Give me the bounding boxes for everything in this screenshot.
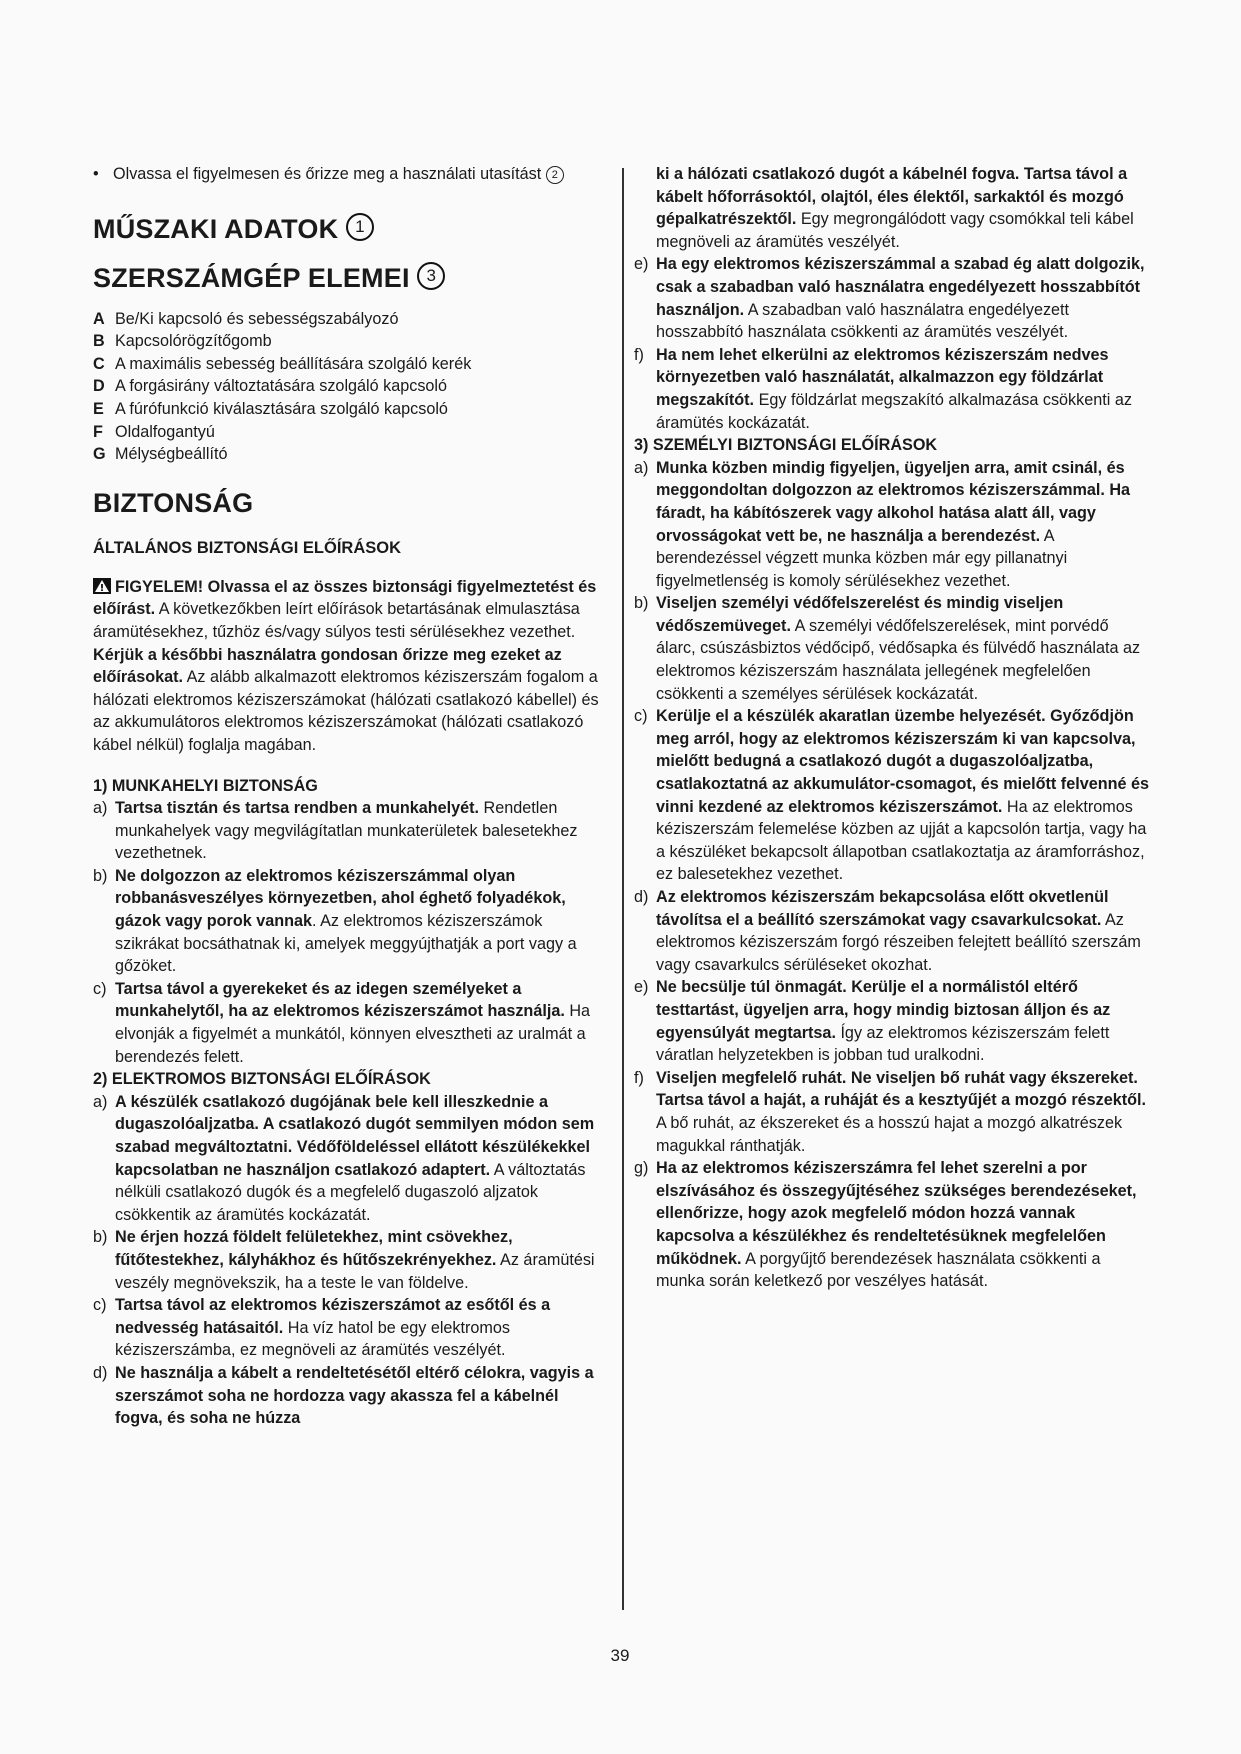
item-bold: A készülék csatlakozó dugójának bele kell illeszkednie a dugaszolóaljzatba. A csatlakozó dugót semmilyen módon sem szabad megváltoztatni. Védőföldeléssel ellátott készülékekkel kapcsolatban ne használjon csatlakozó adaptert.: [115, 1092, 595, 1179]
list-item: [634, 705, 1150, 886]
list-item: [93, 308, 603, 331]
item-text: Ha elvonják a figyelmét a munkától, könnyen elvesztheti az uralmát a berendezés felett.: [115, 1002, 591, 1066]
list-item: [93, 865, 603, 978]
list-item: [634, 253, 1150, 343]
item-text: Rendetlen munkahelyek vagy megvilágítatlan munkaterületek balesetekhez vezethetnek.: [115, 799, 578, 863]
list-item: [634, 1067, 1150, 1157]
list-item: [93, 398, 603, 421]
item-bold: Tartsa távol az elektromos kéziszerszámot az esőtől és a nedvesség hatásaitól.: [115, 1296, 551, 1337]
item-label: e): [634, 978, 649, 997]
item-bold: Munka közben mindig figyeljen, ügyeljen arra, amit csinál, és meggondoltan dolgozzon az elektromos kéziszerszámmal. Ha fáradt, ha kábítószerek vagy alkohol hatása alatt áll, vagy orvosságokat vett be, ne használja a berendezést.: [656, 458, 1131, 545]
item-text: A személyi védőfelszerelések, mint porvédő álarc, csúszásbiztos védőcipő, védősapka és fülvédő használata az elektromos kéziszerszám használata jellegének megfelelően csökkenti a személyes sérülések kockázatát.: [656, 616, 1141, 703]
part-text: Oldalfogantyú: [115, 422, 215, 441]
item-text: A berendezéssel végzett munka közben már egy pillanatnyi figyelmetlenség is komoly sérülésekhez vezethet.: [656, 526, 1068, 590]
list-item: [93, 797, 603, 865]
item-label: g): [634, 1159, 649, 1178]
list-item: [93, 421, 603, 444]
list-item: [93, 1362, 603, 1430]
warning-text-2: Az alább alkalmazott elektromos kéziszerszám fogalom a hálózati elektromos kéziszerszámokat (hálózati csatlakozó kábellel) és az akkumulátoros elektromos kéziszerszámokat (hálózati csatlakozó kábel nélkül) foglalja magában.: [93, 668, 599, 754]
part-text: Kapcsolórögzítőgomb: [115, 332, 272, 351]
item-text: Ha víz hatol be egy elektromos kéziszerszámba, ez megnöveli az áramütés veszélyét.: [115, 1318, 510, 1360]
part-letter: E: [93, 399, 104, 418]
item-bold: Az elektromos kéziszerszám bekapcsolása előtt okvetlenül távolítsa el a beállító szerszámokat vagy csavarkulcsokat.: [656, 888, 1109, 929]
list-item: [634, 886, 1150, 976]
part-text: Be/Ki kapcsoló és sebességszabályozó: [115, 309, 399, 328]
item-bold: Ha egy elektromos kéziszerszámmal a szabad ég alatt dolgozik, csak a szabadban való használatra engedélyezett hosszabbítót használjon.: [656, 255, 1145, 319]
part-letter: F: [93, 422, 103, 441]
item-label: f): [634, 1068, 644, 1087]
column-divider: [622, 168, 624, 1610]
item-bold: Tartsa tisztán és tartsa rendben a munkahelyét.: [115, 799, 480, 818]
item-bold: Ha nem lehet elkerülni az elektromos kéziszerszám nedves környezetben való használatát, alkalmazzon egy földzárlat megszakítót.: [656, 345, 1109, 409]
page-number: 39: [610, 1646, 630, 1665]
item-label: d): [634, 888, 649, 906]
warning-bold: FIGYELEM! Olvassa el az összes biztonsági figyelmeztetést és előírást.: [93, 577, 597, 619]
warning-bold-2: Kérjük a későbbi használatra gondosan őrizze meg ezeket az előírásokat.: [93, 645, 562, 687]
list-item: [634, 1157, 1150, 1293]
item-bold: Ne becsülje túl önmagát. Kerülje el a normálistól eltérő testtartást, ügyeljen arra, hogy mindig biztosan álljon és az egyensúlyát megtartsa.: [656, 978, 1111, 1042]
item-bold: Tartsa távol a gyerekeket és az idegen személyeket a munkahelytől, ha az elektromos kéziszerszámot használja.: [115, 979, 565, 1021]
part-text: Mélységbeállító: [115, 445, 228, 464]
part-letter: D: [93, 377, 105, 396]
list-item: [634, 457, 1150, 593]
left-column: [93, 163, 603, 1430]
item-text: Egy földzárlat megszakító alkalmazása csökkenti az áramütés kockázatát.: [656, 390, 1132, 432]
general-safety-heading: ÁLTALÁNOS BIZTONSÁGI ELŐÍRÁSOK: [93, 538, 401, 557]
item-label: b): [634, 594, 649, 613]
intro-bullet: [93, 163, 603, 186]
warning-triangle-icon: [93, 578, 111, 594]
list-item: [93, 375, 603, 398]
part-letter: G: [93, 445, 106, 464]
warning-paragraph: [93, 576, 603, 757]
list-item: [634, 976, 1150, 1066]
list-item: [634, 592, 1150, 705]
list-item-continued: [634, 163, 1150, 253]
item-text: . Az elektromos kéziszerszámok szikrákat bocsáthatnak ki, amelyek meggyújthatják a port vagy a gőzöket.: [115, 912, 577, 976]
item-text: A bő ruhát, az ékszereket és a hosszú hajat a mozgó alkatrészek magukkal ránthatják.: [656, 1113, 1123, 1155]
warning-text: A következőkben leírt előírások betartásának elmulasztása áramütésekhez, tűzhöz és/vagy súlyos testi sérülésekhez vezethet.: [93, 600, 580, 641]
list-item: [634, 344, 1150, 434]
item-text: Az elektromos kéziszerszám forgó részeiben felejtett beállító szerszám vagy csavarkulcs sérüléseket okozhat.: [656, 910, 1141, 974]
item-bold: Kerülje el a készülék akaratlan üzembe helyezését. Győződjön meg arról, hogy az elektromos kéziszerszám ki van kapcsolva, mielőtt bedugná a csatlakozó dugót a dugaszolóaljzatba, csatlakoztatná az akkumulátor-csomagot, és mielőtt felvenné és vinni kezdené az elektromos kéziszerszámot.: [656, 707, 1149, 816]
part-letter: C: [93, 354, 105, 373]
right-column: [634, 163, 1150, 1293]
item-bold: Ne használja a kábelt a rendeltetésétől eltérő célokra, vagyis a szerszámot soha ne hordozza vagy akassza fel a kábelnél fogva, és soha ne húzza: [115, 1363, 594, 1428]
item-bold: Viseljen személyi védőfelszerelést és mindig viseljen védőszemüveget.: [656, 594, 1064, 635]
item-text: Az áramütési veszély megnövekszik, ha a teste le van földelve.: [115, 1250, 595, 1292]
item-label: e): [634, 255, 649, 274]
item-bold: Ha az elektromos kéziszerszámra fel lehet szerelni a por elszívásához és összegyűjtéséhez szükséges berendezéseket, ellenőrizze, hogy azok megfelelő módon hozzá vannak kapcsolva a készülékhez és rendeltetésüknek megfelelően működnek.: [656, 1159, 1137, 1268]
item-text: A porgyűjtő berendezések használata csökkenti a munka során keletkező por veszélyes hatását.: [656, 1249, 1101, 1291]
intro-ref-number: 2: [546, 166, 564, 184]
part-text: A maximális sebesség beállítására szolgáló kerék: [115, 354, 472, 373]
part-text: A fúrófunkció kiválasztására szolgáló kapcsoló: [115, 399, 448, 418]
item-label: b): [93, 866, 108, 885]
list-item: [93, 1226, 603, 1294]
item-text: Ha az elektromos kéziszerszám felemelése közben az ujját a kapcsolón tartja, vagy ha a készüléket bekapcsolt állapotban csatlakoztatja az áramforráshoz, ez balesetekhez vezethet.: [656, 797, 1147, 884]
item-text: A változtatás nélküli csatlakozó dugók és a megfelelő dugaszoló aljzatok csökkentik az áramütés kockázatát.: [115, 1160, 586, 1224]
item-label: d): [93, 1363, 108, 1382]
list-item: [93, 443, 603, 466]
item-label: b): [93, 1228, 108, 1247]
list-item: [93, 353, 603, 376]
item-label: a): [93, 799, 108, 818]
safety-heading: BIZTONSÁG: [93, 487, 254, 518]
item-bold: Ne dolgozzon az elektromos kéziszerszámmal olyan robbanásveszélyes környezetben, ahol éghető folyadékok, gázok vagy porok vannak: [115, 866, 566, 931]
item-label: f): [634, 345, 644, 364]
item-label: c): [93, 1296, 107, 1315]
intro-text: Olvassa el figyelmesen és őrizze meg a használati utasítást: [113, 165, 542, 183]
parts-heading-text: SZERSZÁMGÉP ELEMEI: [93, 262, 410, 293]
list-item: [93, 1091, 603, 1227]
item-label: c): [93, 979, 107, 998]
section-2-heading: 2) ELEKTROMOS BIZTONSÁGI ELŐÍRÁSOK: [93, 1070, 431, 1089]
item-label: a): [634, 458, 649, 477]
list-item: [93, 978, 603, 1068]
bullet-dot: •: [93, 165, 99, 183]
parts-ref-number: 3: [417, 262, 445, 290]
item-bold: ki a hálózati csatlakozó dugót a kábelnél fogva. Tartsa távol a kábelt hőforrásoktól, olajtól, éles élektől, sarkaktól és mozgó gépalkatrészektől.: [656, 165, 1128, 229]
item-text: Egy megrongálódott vagy csomókkal teli kábel megnöveli az áramütés veszélyét.: [656, 210, 1134, 251]
tech-ref-number: 1: [346, 213, 374, 241]
item-text: Így az elektromos kéziszerszám felett váratlan helyzetekben is jobban tud uralkodni.: [656, 1023, 1110, 1065]
list-item: [93, 1294, 603, 1362]
item-text: A szabadban való használatra engedélyezett hosszabbító használata csökkenti az áramütés veszélyét.: [656, 300, 1070, 342]
list-item: [93, 330, 603, 353]
item-label: a): [93, 1092, 108, 1111]
parts-list: [93, 308, 603, 466]
item-label: c): [634, 707, 648, 726]
tech-heading: [93, 214, 603, 245]
part-text: A forgásirány változtatására szolgáló kapcsoló: [115, 377, 448, 396]
part-letter: B: [93, 332, 105, 351]
parts-heading: [93, 263, 603, 294]
item-bold: Ne érjen hozzá földelt felületekhez, mint csövekhez, fűtőtestekhez, kályhákhoz és hűtőszekrényekhez.: [115, 1228, 513, 1269]
item-bold: Viseljen megfelelő ruhát. Ne viseljen bő ruhát vagy ékszereket. Tartsa távol a haját, a ruháját és a kesztyűjét a mozgó részektől.: [656, 1068, 1147, 1110]
tech-heading-text: MŰSZAKI ADATOK: [93, 213, 339, 244]
section-3-heading: 3) SZEMÉLYI BIZTONSÁGI ELŐÍRÁSOK: [634, 436, 938, 455]
section-1-heading: 1) MUNKAHELYI BIZTONSÁG: [93, 776, 318, 795]
part-letter: A: [93, 309, 105, 328]
